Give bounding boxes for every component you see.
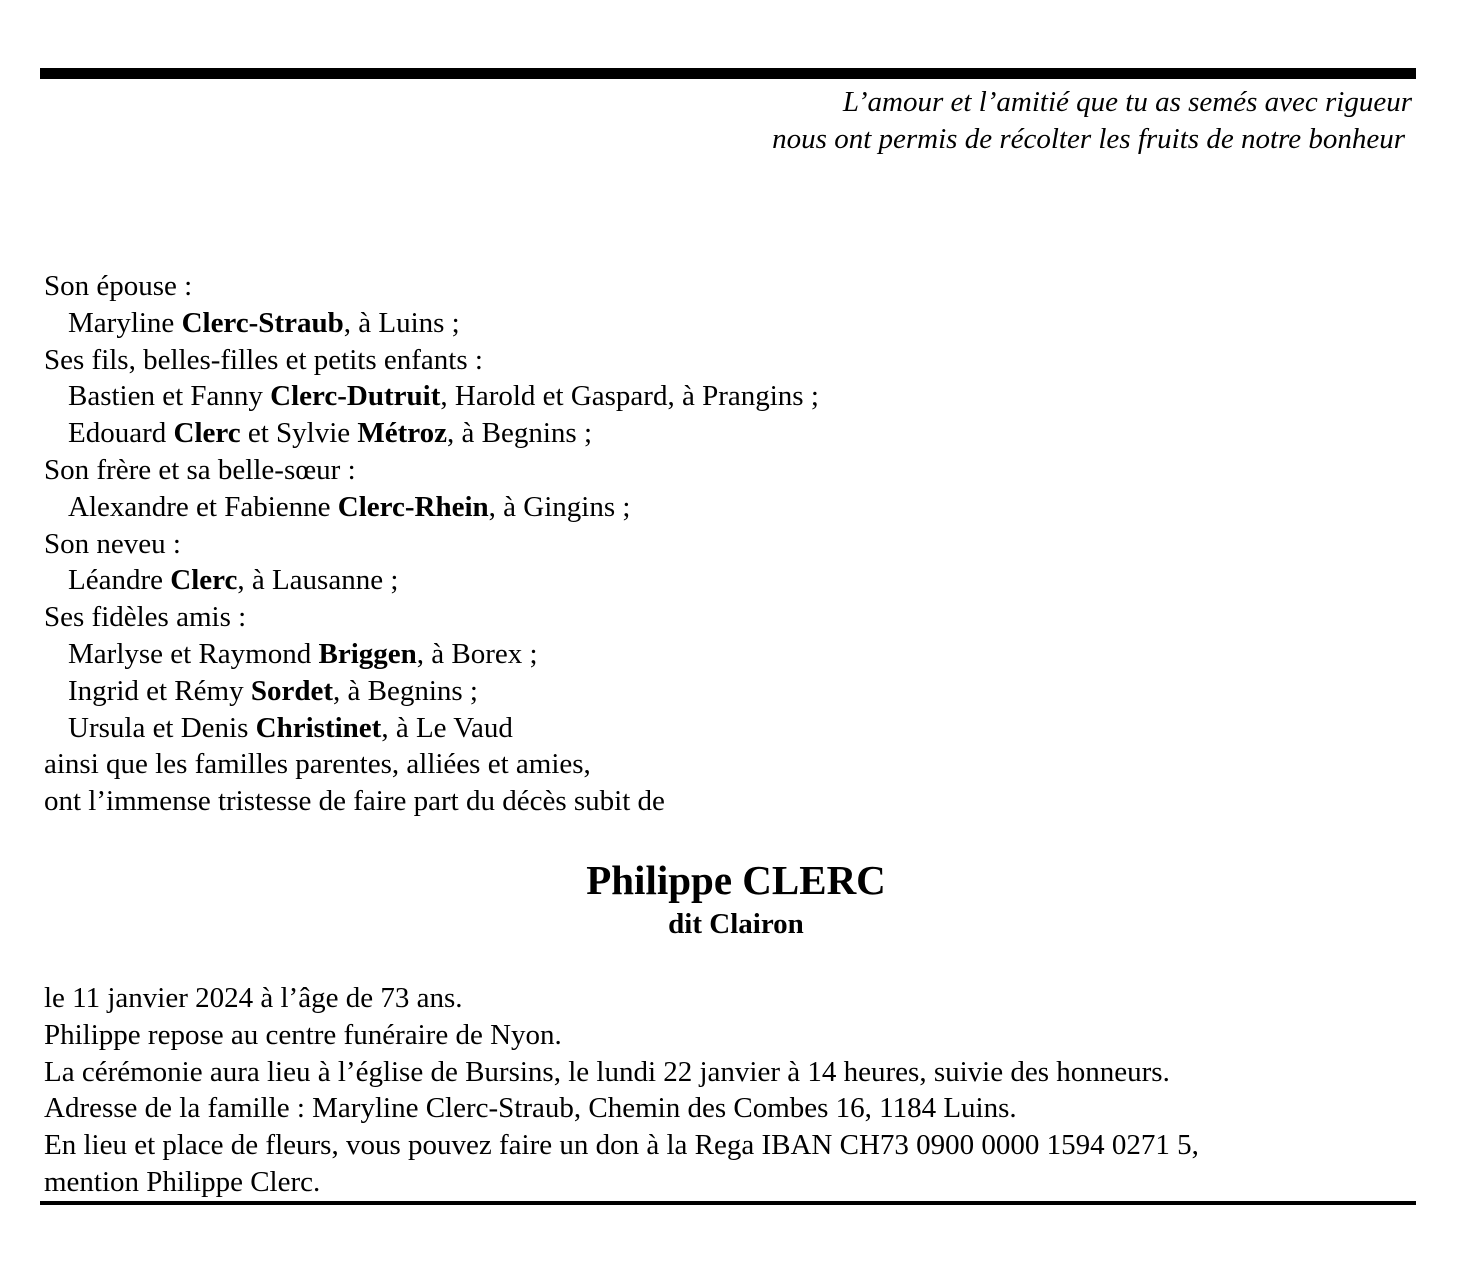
children-heading: Ses fils, belles-filles et petits enfants :: [44, 343, 483, 376]
deceased-alias: dit Clairon: [668, 908, 804, 940]
details-line-6: mention Philippe Clerc.: [44, 1165, 321, 1198]
epigraph: [772, 84, 1412, 158]
sibling-heading: Son frère et sa belle-sœur :: [44, 453, 356, 486]
spouse-entry: [44, 305, 819, 342]
child-entry-1: [44, 378, 819, 415]
friend1-rest: , à Borex ;: [416, 637, 538, 670]
friend3-rest: , à Le Vaud: [381, 711, 513, 744]
details-line-1: le 11 janvier 2024 à l’âge de 73 ans.: [44, 982, 463, 1014]
friend1-last: Briggen: [318, 637, 417, 670]
epigraph-line-1: L’amour et l’amitié que tu as semés avec rigueur: [842, 86, 1412, 118]
nephew-rest: , à Lausanne ;: [237, 564, 399, 597]
details-line-3: La cérémonie aura lieu à l’église de Bursins, le lundi 22 janvier à 14 heures, suivie des honneurs.: [44, 1055, 1170, 1088]
child2-last: Clerc: [173, 417, 241, 450]
child-entry-2: [44, 415, 819, 452]
spouse-heading: Son épouse :: [44, 270, 193, 302]
spouse-last: Clerc-Straub: [181, 306, 344, 339]
child1-last: Clerc-Dutruit: [270, 380, 441, 413]
friend-entry-3: [44, 710, 819, 747]
spouse-rest: , à Luins ;: [343, 306, 460, 339]
sibling-rest: , à Gingins ;: [488, 490, 631, 523]
child2-rest: , à Begnins ;: [447, 417, 593, 450]
details-block: [44, 980, 1199, 1201]
deceased-name: Philippe CLERC: [586, 857, 886, 903]
child1-rest: , Harold et Gaspard, à Prangins ;: [440, 380, 819, 413]
top-rule: [40, 68, 1416, 79]
friend-entry-1: [44, 636, 819, 673]
child2-last2: Métroz: [357, 417, 448, 450]
friend2-last: Sordet: [250, 674, 333, 707]
bottom-rule: [40, 1201, 1416, 1205]
closing-line-1: ainsi que les familles parentes, alliées et amies,: [44, 748, 591, 781]
friend3-last: Christinet: [255, 711, 382, 744]
closing-line-2: ont l’immense tristesse de faire part du décès subit de: [44, 785, 665, 818]
details-line-5: En lieu et place de fleurs, vous pouvez faire un don à la Rega IBAN CH73 0900 0000 1594 0271 5,: [44, 1129, 1199, 1162]
spouse-first: Maryline: [68, 306, 182, 339]
details-line-4: Adresse de la famille : Maryline Clerc-Straub, Chemin des Combes 16, 1184 Luins.: [44, 1092, 1017, 1125]
child2-first: Edouard: [68, 417, 174, 450]
nephew-entry: [44, 562, 819, 599]
family-list: [44, 268, 819, 820]
friend-entry-2: [44, 673, 819, 710]
details-line-2: Philippe repose au centre funéraire de Nyon.: [44, 1018, 562, 1051]
sibling-first: Alexandre et Fabienne: [68, 490, 338, 523]
friend2-rest: , à Begnins ;: [333, 674, 478, 707]
sibling-last: Clerc-Rhein: [337, 490, 489, 523]
epigraph-line-2: nous ont permis de récolter les fruits de notre bonheur: [772, 123, 1405, 155]
friend2-first: Ingrid et Rémy: [68, 674, 251, 707]
friend3-first: Ursula et Denis: [68, 711, 256, 744]
deceased-block: [0, 854, 1462, 942]
nephew-first: Léandre: [68, 564, 171, 597]
child2-middle: et Sylvie: [240, 417, 358, 450]
nephew-heading: Son neveu :: [44, 527, 181, 560]
friends-heading: Ses fidèles amis :: [44, 601, 247, 634]
nephew-last: Clerc: [170, 564, 238, 597]
child1-first: Bastien et Fanny: [68, 380, 271, 413]
sibling-entry: [44, 489, 819, 526]
friend1-first: Marlyse et Raymond: [68, 637, 319, 670]
